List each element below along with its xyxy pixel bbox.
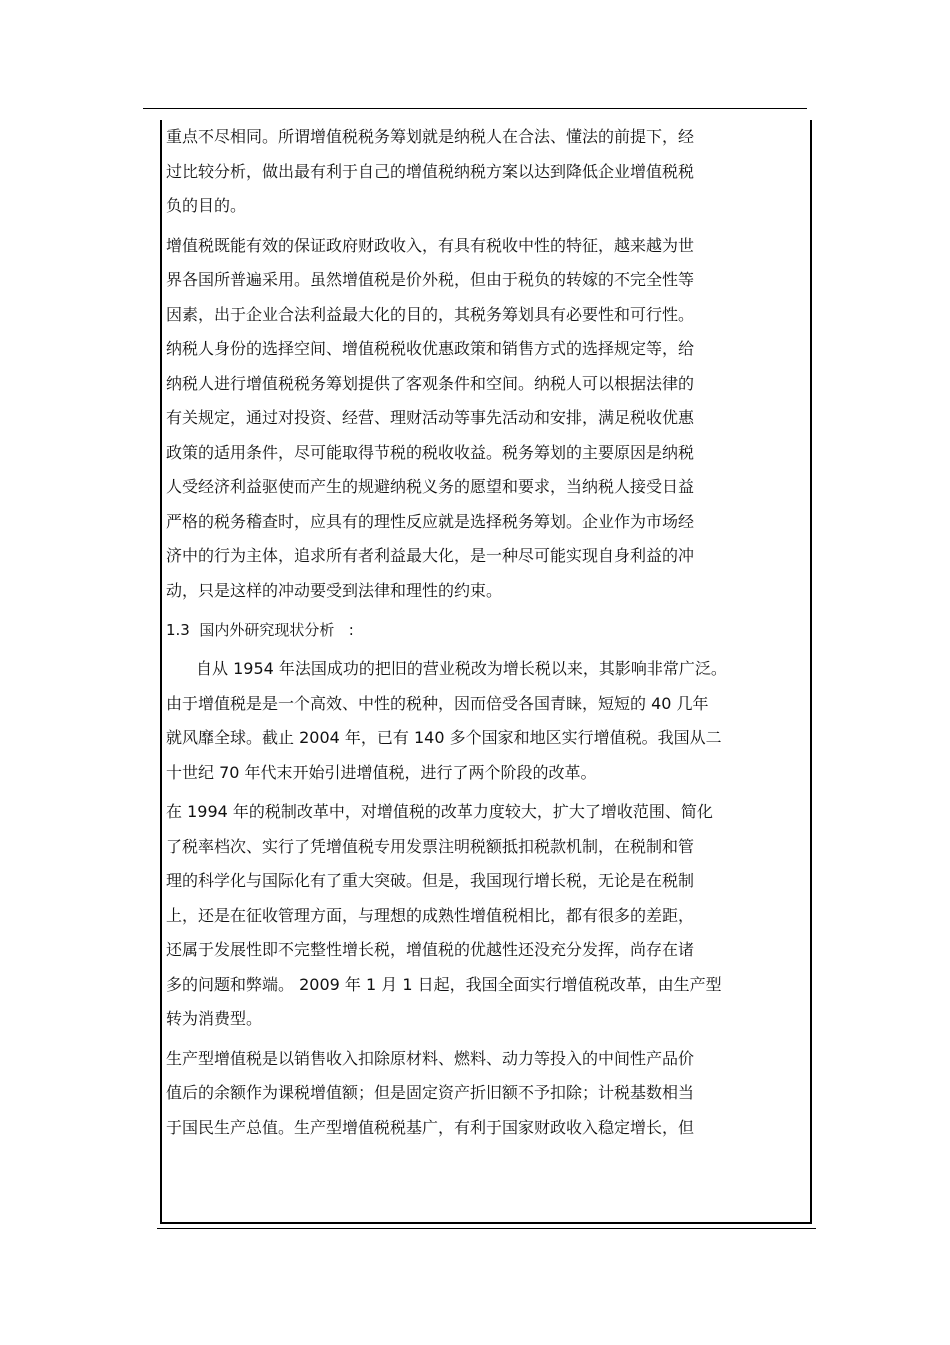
text-line: 有关规定，通过对投资、经营、理财活动等事先活动和安排，满足税收优惠 xyxy=(166,408,695,427)
text-line: 过比较分析，做出最有利于自己的增值税纳税方案以达到降低企业增值税税 xyxy=(166,161,695,181)
text-line: 严格的税务稽查时，应具有的理性反应就是选择税务筹划。企业作为市场经 xyxy=(166,511,695,531)
text-line: 济中的行为主体，追求所有者利益最大化，是一种尽可能实现自身利益的冲 xyxy=(166,546,695,565)
text-line: 纳税人进行增值税税务筹划提供了客观条件和空间。纳税人可以根据法律的 xyxy=(166,373,695,393)
text-line: 人受经济利益驱使而产生的规避纳税义务的愿望和要求，当纳税人接受日益 xyxy=(166,477,695,496)
text-line: 自从 1954 年法国成功的把旧的营业税改为增长税以来，其影响非常广泛。 xyxy=(196,659,727,678)
text-line: 在 1994 年的税制改革中，对增值税的改革力度较大，扩大了增收范围、简化 xyxy=(166,802,713,821)
text-line: 十世纪 70 年代末开始引进增值税，进行了两个阶段的改革。 xyxy=(166,762,597,782)
text-line: 转为消费型。 xyxy=(166,1009,263,1028)
text-line: 重点不尽相同。所谓增值税税务筹划就是纳税人在合法、懂法的前提下，经 xyxy=(166,127,695,146)
section-heading: 1.3 国内外研究现状分析 : xyxy=(166,621,354,639)
text-line: 生产型增值税是以销售收入扣除原材料、燃料、动力等投入的中间性产品价 xyxy=(166,1048,695,1068)
text-line: 增值税既能有效的保证政府财政收入，有具有税收中性的特征，越来越为世 xyxy=(166,235,695,255)
text-line: 于国民生产总值。生产型增值税税基广，有利于国家财政收入稳定增长，但 xyxy=(166,1117,695,1137)
text-line: 多的问题和弊端。 2009 年 1 月 1 日起，我国全面实行增值税改革，由生产型 xyxy=(166,974,722,994)
text-line: 就风靡全球。截止 2004 年，已有 140 多个国家和地区实行增值税。我国从二 xyxy=(166,728,722,747)
text-line: 动，只是这样的冲动要受到法律和理性的约束。 xyxy=(166,580,503,600)
text-line: 理的科学化与国际化有了重大突破。但是，我国现行增长税，无论是在税制 xyxy=(166,871,695,890)
text-line: 负的目的。 xyxy=(166,196,247,215)
text-line: 了税率档次、实行了凭增值税专用发票注明税额抵扣税款机制，在税制和管 xyxy=(166,836,695,856)
text-line: 还属于发展性即不完整性增长税，增值税的优越性还没充分发挥，尚存在诸 xyxy=(166,940,695,959)
text-line: 界各国所普遍采用。虽然增值税是价外税，但由于税负的转嫁的不完全性等 xyxy=(166,270,695,289)
paragraph-3 xyxy=(166,652,796,790)
paragraph-5 xyxy=(166,1042,796,1146)
text-line: 上，还是在征收管理方面，与理想的成熟性增值税相比，都有很多的差距， xyxy=(166,905,695,925)
paragraph-4 xyxy=(166,795,796,1037)
paragraph-2 xyxy=(166,229,796,609)
text-line: 值后的余额作为课税增值额；但是固定资产折旧额不予扣除；计税基数相当 xyxy=(166,1083,695,1102)
table-bottom-rule xyxy=(157,1228,816,1229)
text-line: 因素，出于企业合法利益最大化的目的，其税务筹划具有必要性和可行性。 xyxy=(166,304,695,324)
text-line: 政策的适用条件，尽可能取得节税的税收收益。税务筹划的主要原因是纳税 xyxy=(166,442,695,462)
text-line: 纳税人身份的选择空间、增值税税收优惠政策和销售方式的选择规定等，给 xyxy=(166,339,695,358)
paragraph-1 xyxy=(166,120,796,224)
document-body xyxy=(166,120,796,1150)
text-line: 由于增值税是是一个高效、中性的税种，因而倍受各国青睐，短短的 40 几年 xyxy=(166,693,709,713)
header-rule xyxy=(143,108,807,109)
